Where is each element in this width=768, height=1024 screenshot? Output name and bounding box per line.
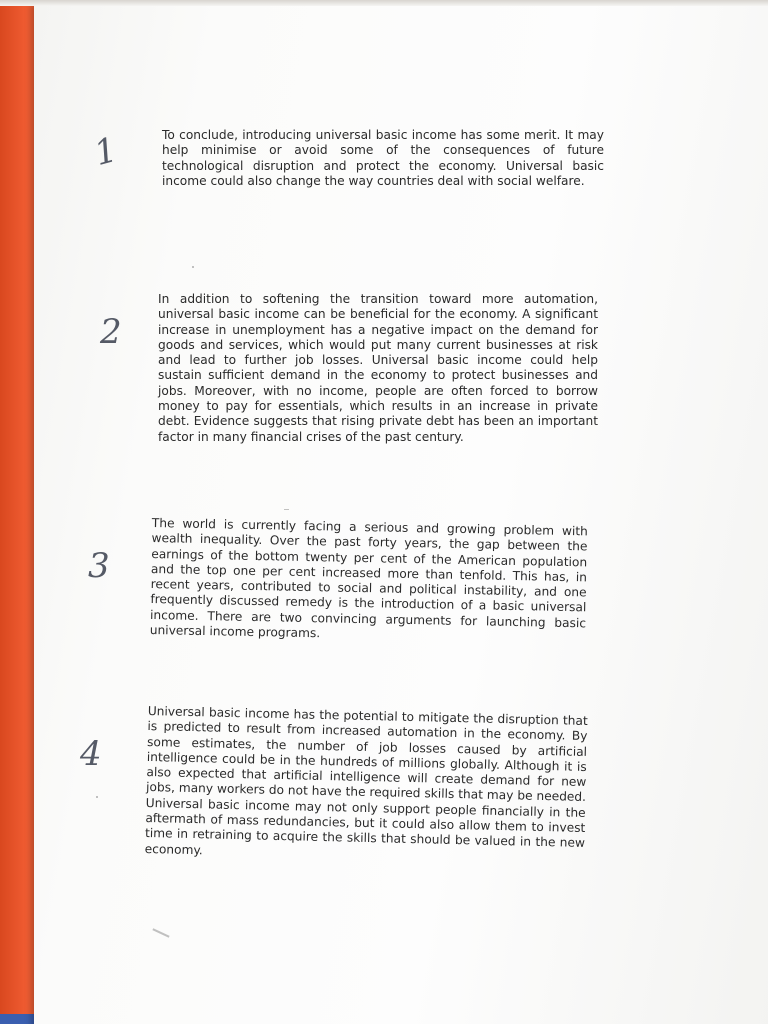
handwritten-number-2: 2 bbox=[100, 312, 122, 352]
handwritten-number-1: 1 bbox=[90, 129, 122, 175]
paragraph-2: In addition to softening the transition toward more automation, universal basic income can be beneficial for the economy. A significant increase in unemployment has a negative impact on the demand for goods and services, which would put many current businesses at risk and lead to further job losses. Universal basic income could help sustain sufficient demand in the economy to protect businesses and jobs. Moreover, with no income, people are often forced to borrow money to pay for essentials, which results in an increase in private debt. Evidence suggests that rising private debt has been an important factor in many financial crises of the past century. bbox=[158, 292, 598, 444]
handwritten-number-4: 4 bbox=[80, 734, 102, 774]
handwritten-number-3: 3 bbox=[88, 546, 110, 586]
pencil-dash bbox=[284, 509, 289, 510]
paragraph-4: Universal basic income has the potential to mitigate the disruption that is predicted to result from increased automation in the economy. By some estimates, the number of job losses caused by artificial intelligence could be in the hundreds of millions globally. Although it is also expected that artificial intelligence will create demand for new jobs, many workers do not have the required skills that may be needed. Universal basic income may not only support people financially in the aftermath of mass redundancies, but it could also allow them to invest time in retraining to acquire the skills that should be valued in the new economy. bbox=[144, 704, 588, 857]
pencil-dot bbox=[192, 266, 194, 268]
pencil-dot bbox=[96, 796, 98, 798]
paragraph-1: To conclude, introducing universal basic income has some merit. It may help minimise or avoid some of the consequences of future technological disruption and protect the economy. Universal basic income could also change the way countries deal with social welfare. bbox=[162, 128, 604, 188]
paragraph-3: The world is currently facing a serious and growing problem with wealth inequality. Over the past forty years, the gap between the earnings of the bottom twenty per cent of the American population and the top one per cent increased more than tenfold. This has, in recent years, contributed to social and political instability, and one frequently discussed remedy is the introduction of a basic universal income. There are two convincing arguments for launching basic universal income programs. bbox=[149, 516, 588, 641]
paper-top-edge bbox=[0, 0, 768, 6]
